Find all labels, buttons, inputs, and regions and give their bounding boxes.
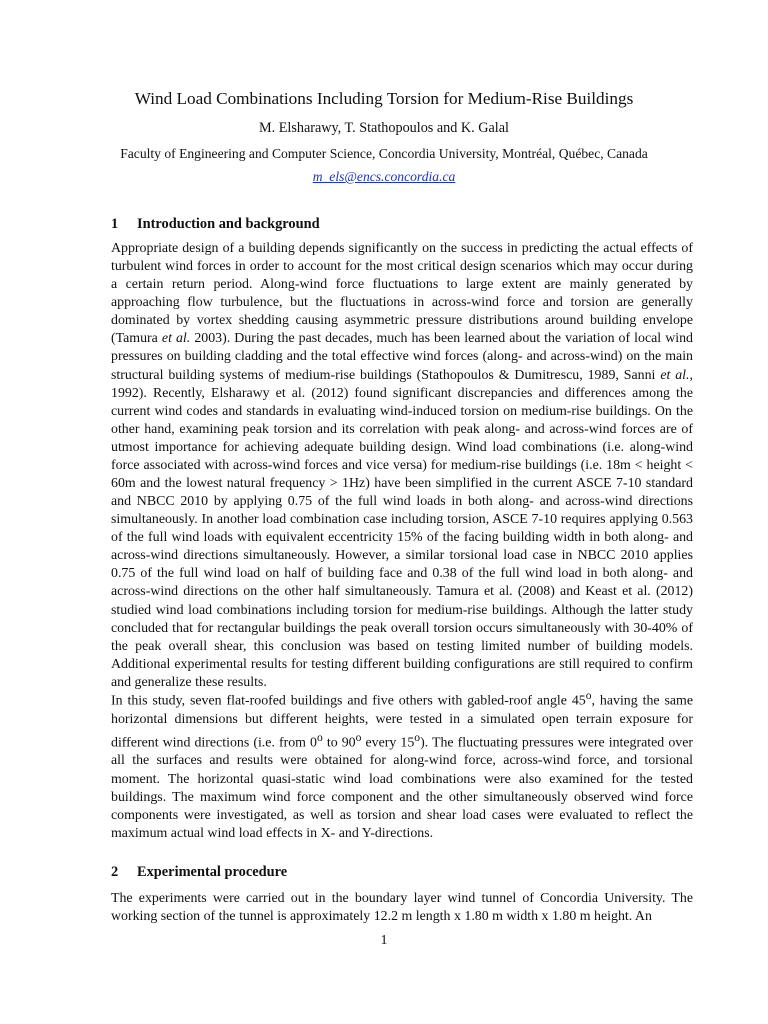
degree-mark: o [414, 730, 421, 744]
degree-mark: o [585, 689, 592, 702]
paragraph-experimental-1 [111, 890, 693, 926]
section-heading-2 [111, 863, 287, 881]
text-run: to 90 [322, 735, 356, 751]
paper-affiliation: Faculty of Engineering and Computer Science, Concordia University, Montréal, Québec, Canada [120, 146, 648, 161]
degree-mark: o [355, 730, 362, 744]
section-heading-1 [111, 215, 320, 233]
paragraph-intro-2 [111, 687, 693, 843]
paragraph-intro-1 [111, 240, 693, 692]
section-number: 1 [111, 216, 119, 232]
text-run: , having the same horizontal dimensions but different heights, were tested in a simulated open terrain exposure for different wind directions (i.e. from 0 [111, 693, 693, 751]
paper-title: Wind Load Combinations Including Torsion for Medium-Rise Buildings [134, 89, 634, 108]
degree-mark: o [317, 730, 323, 744]
paper-authors: M. Elsharawy, T. Stathopoulos and K. Galal [259, 120, 509, 136]
section-number: 2 [111, 864, 119, 880]
text-run: ). The fluctuating pressures were integrated over all the surfaces and results were obtained for along-wind force, across-wind force, and torsional moment. The horizontal quasi-static wind load combinations were also examined for the tested buildings. The maximum wind force component and the other simultaneously observed wind force components were investigated, as well as torsion and shear load cases were evaluated to reflect the maximum actual wind load effects in X- and Y-directions. [111, 735, 693, 841]
text-run: every 15 [361, 735, 415, 751]
email-line [0, 168, 768, 186]
author-email-link[interactable]: m_els@encs.concordia.ca [312, 169, 456, 184]
text-run-italic: et al. [660, 367, 690, 383]
text-run: The experiments were carried out in the boundary layer wind tunnel of Concordia University. The working section of the tunnel is approximately 12.2 m length x 1.80 m width x 1.80 m height. An [111, 891, 693, 925]
text-run: Appropriate design of a building depends significantly on the success in predicting the actual effects of turbulent wind forces in order to account for the most critical design scenarios which may occur during a certain return period. Along-wind force fluctuations to large extent are mainly generated by approaching flow turbulence, but the fluctuations in across-wind force and torsion are generally dominated by vortex shedding causing asymmetric pressure distributions around building envelope (Tamura [111, 241, 693, 347]
text-run: In this study, seven flat-roofed buildings and five others with gabled-roof angle 45 [111, 693, 586, 709]
section-title: Introduction and background [137, 216, 320, 232]
text-run-italic: et al. [161, 331, 191, 347]
page-number: 1 [380, 933, 388, 948]
text-run: 2003). During the past decades, much has been learned about the variation of local wind pressures on building cladding and the total effective wind forces (along- and across-wind) on the main structural building systems of medium-rise buildings (Stathopoulos & Dumitrescu, 1989, Sanni [111, 331, 693, 383]
section-title: Experimental procedure [137, 864, 288, 880]
text-run: , 1992). Recently, Elsharawy et al. (2012) found significant discrepancies and differences among the current wind codes and standards in evaluating wind-induced torsion on medium-rise buildings. On the other hand, examining peak torsion and its correlation with peak along- and across-wind forces are of utmost importance for achieving adequate building design. Wind load combinations (i.e. along-wind force associated with across-wind forces and vice versa) for medium-rise buildings (i.e. 18m < height < 60m and the lowest natural frequency > 1Hz) have been simplified in the current ASCE 7-10 standard and NBCC 2010 by applying 0.75 of the full wind loads in both along- and across-wind directions simultaneously. In another load combination case including torsion, ASCE 7-10 requires applying 0.563 of the full wind loads with equivalent eccentricity 15% of the facing building width in both along- and across-wind directions simultaneously. However, a similar torsional load case in NBCC 2010 applies 0.75 of the full wind load on half of building face and 0.38 of the full wind load in both along- and across-wind directions on the other half simultaneously. Tamura et al. (2008) and Keast et al. (2012) studied wind load combinations including torsion for medium-rise buildings. Although the latter study concluded that for rectangular buildings the peak overall torsion occurs simultaneously with 30-40% of the peak overall shear, this conclusion was based on testing limited number of building models. Additional experimental results for testing different building configurations are still required to confirm and generalize these results. [111, 367, 693, 690]
